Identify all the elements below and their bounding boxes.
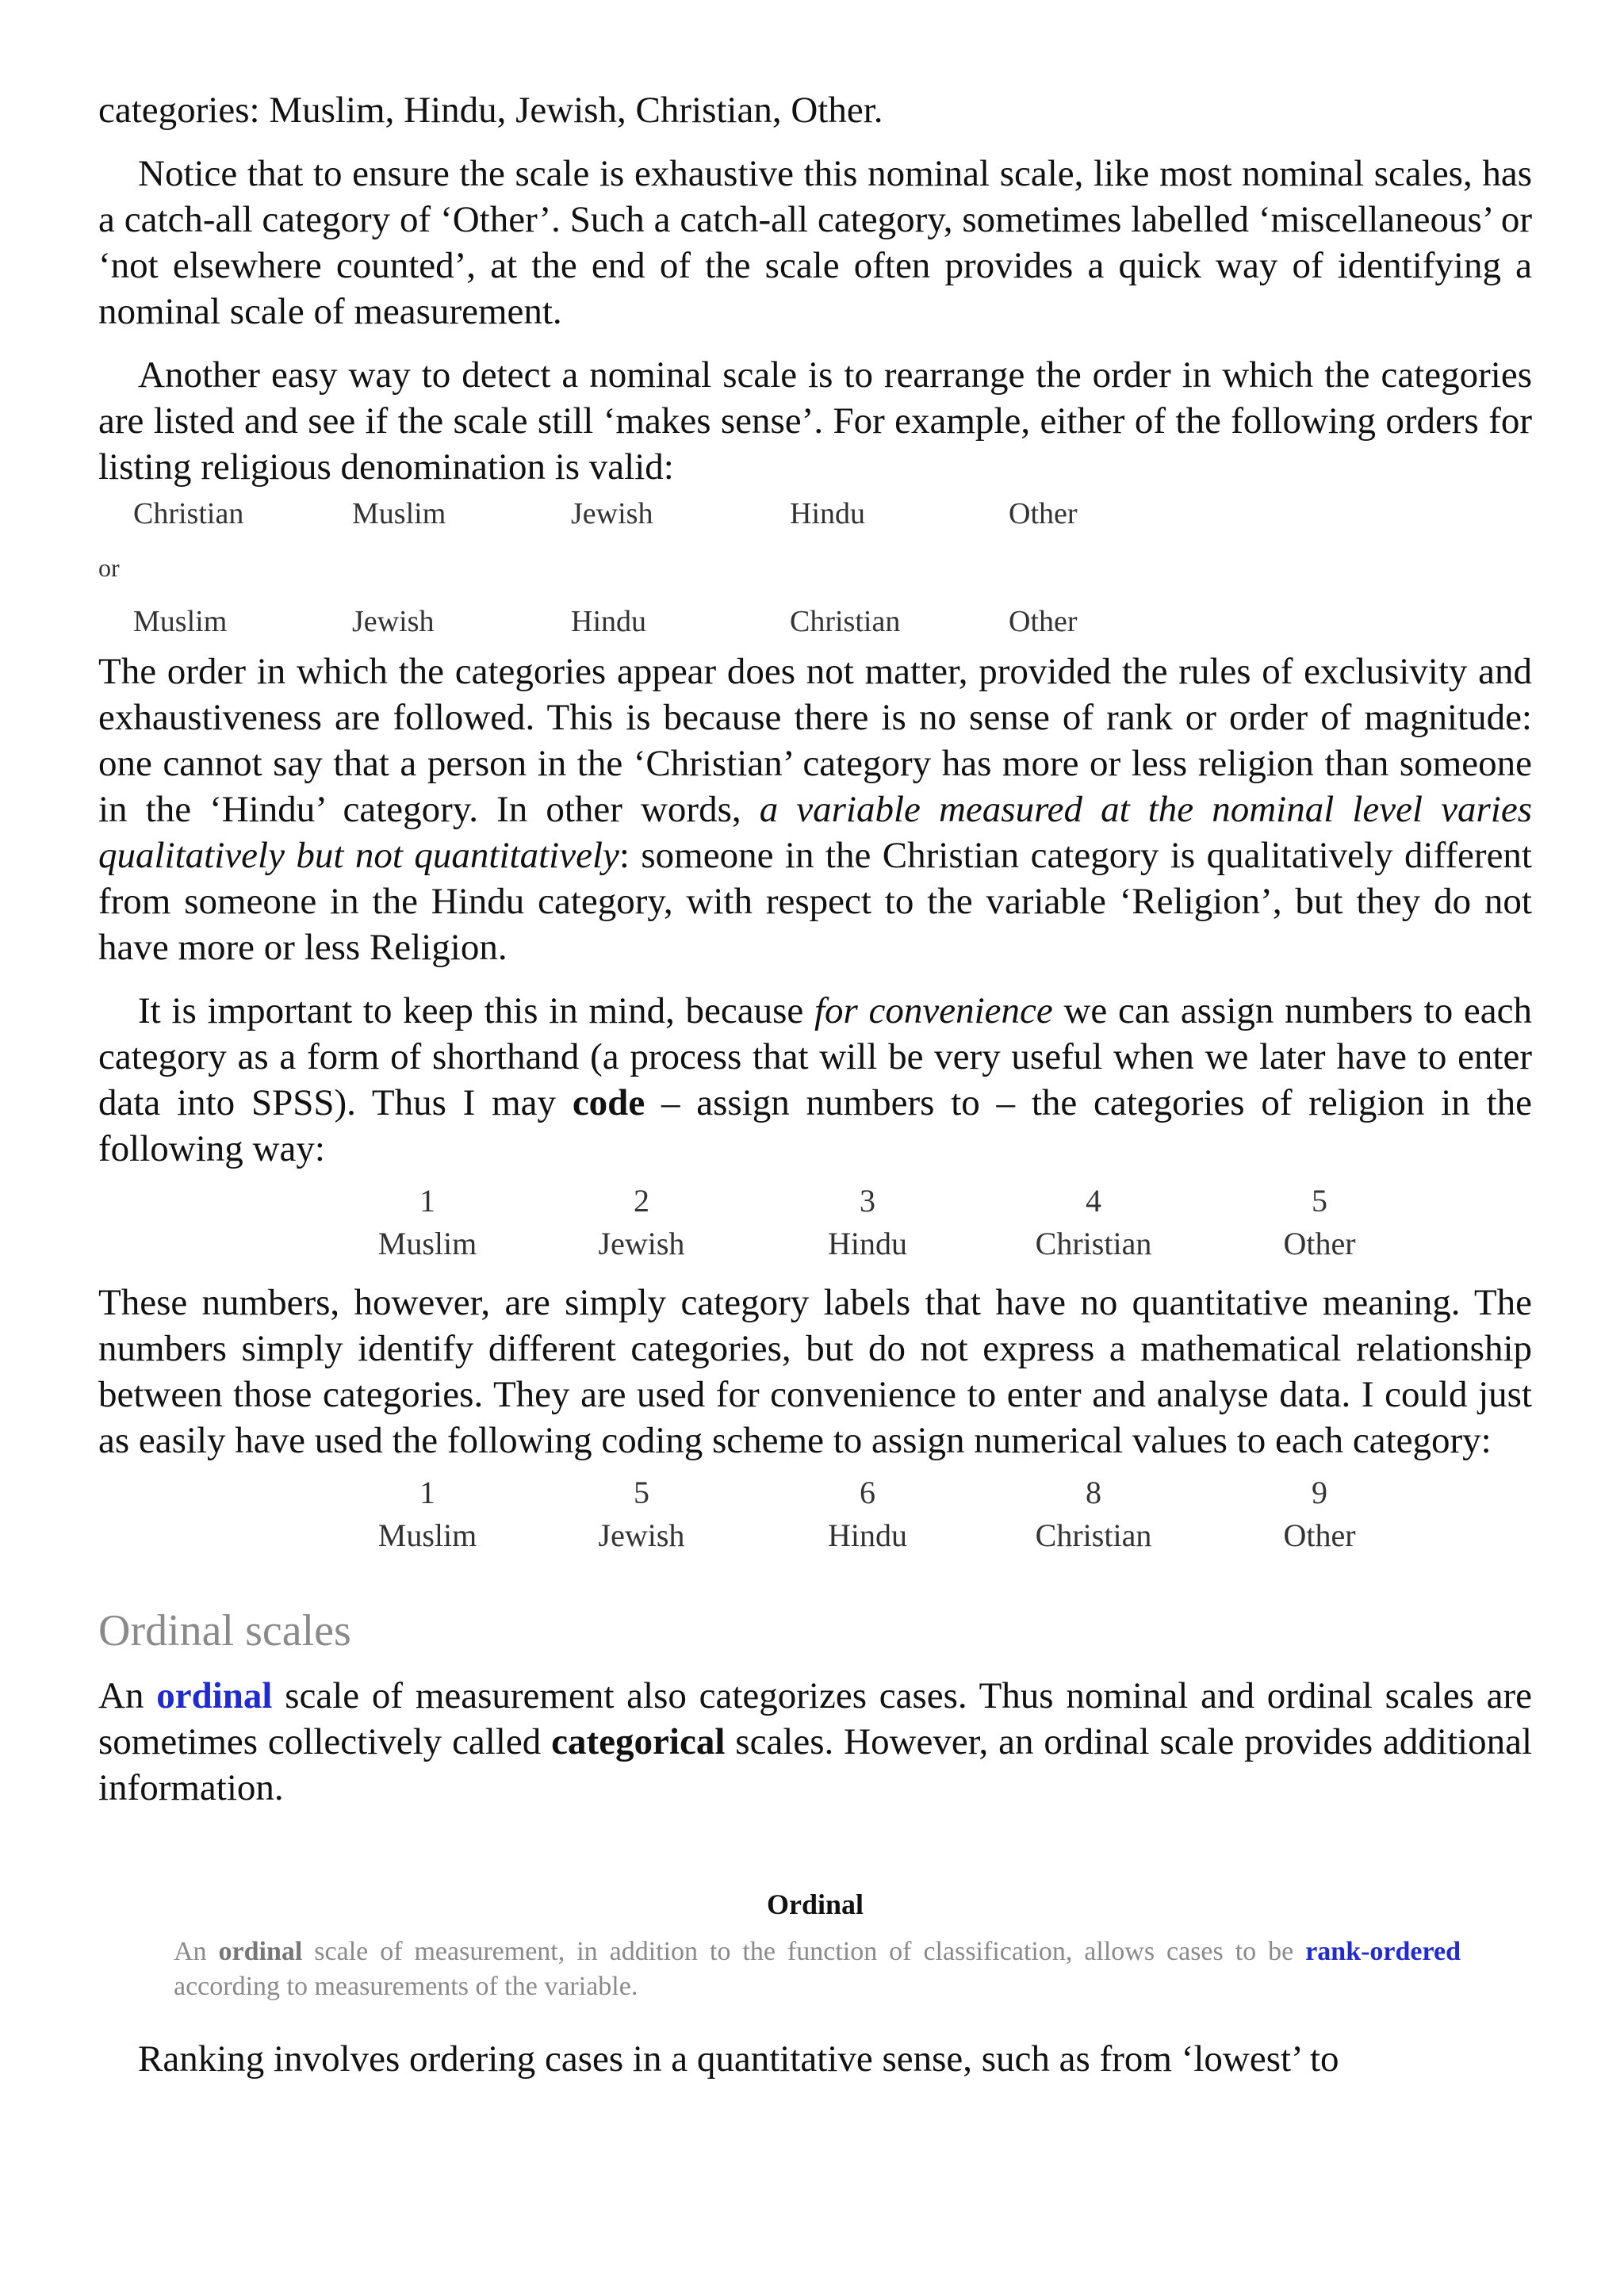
coding-scheme-2 <box>320 1471 1532 1557</box>
coding-scheme-1 <box>320 1180 1532 1265</box>
code-number: 3 <box>860 1183 875 1219</box>
definition-box <box>98 1887 1532 2004</box>
paragraph-numbers-are-labels: These numbers, however, are simply category labels that have no quantitative meaning. The numbers simply identify different categories, but do not express a mathematical relationship between those categories. They are used for convenience to enter and analyse data. I could just as easily have used the following coding scheme to assign numerical values to each category: <box>98 1282 1532 1461</box>
keyword-rank-ordered-link[interactable]: rank-ordered <box>1305 1937 1461 1966</box>
code-label-row <box>320 1514 1532 1557</box>
code-number-row <box>320 1471 1532 1514</box>
paragraph-order-does-not-matter <box>98 649 1532 970</box>
category-order-list-1 <box>98 496 1532 531</box>
definition-term: ordinal <box>218 1937 303 1966</box>
paragraph-coding-intro <box>98 988 1532 1172</box>
category-item: Other <box>1009 605 1078 638</box>
category-item: Christian <box>133 497 244 530</box>
code-label: Christian <box>1035 1517 1152 1553</box>
text-run: The order in which the categories appear does not matter, provided the rules of exclusivity and exhaustiveness are followed. This is because there is no sense of rank or order of magnitude: one cannot say that a person in the ‘Christian’ category has more or less religion than someone in the ‘Hindu’ category. In other words, <box>98 651 1532 830</box>
category-item: Hindu <box>571 605 646 638</box>
code-number: 8 <box>1086 1475 1101 1510</box>
code-number-row <box>320 1180 1532 1223</box>
emphasis-text: a variable measured at the nominal level varies qualitatively but not quantitatively <box>98 789 1532 876</box>
text-run: An <box>174 1937 219 1966</box>
text-run: – assign numbers to – the categories of religion in the following way: <box>98 1082 1533 1169</box>
category-item: Muslim <box>352 497 446 530</box>
category-item: Hindu <box>790 497 865 530</box>
paragraph-ordinal-intro <box>98 1673 1532 1811</box>
code-label: Other <box>1283 1517 1356 1553</box>
category-item: Muslim <box>133 605 228 638</box>
code-number: 5 <box>634 1475 649 1510</box>
code-number: 1 <box>419 1183 435 1219</box>
text-run: we can assign numbers to each category as a form of shorthand (a process that will be very useful when we later have to enter data into SPSS). Thus I may <box>98 990 1532 1123</box>
code-label: Other <box>1283 1226 1356 1261</box>
paragraph-catch-all: Notice that to ensure the scale is exhaustive this nominal scale, like most nominal scales, has a catch-all category of ‘Other’. Such a catch-all category, sometimes labelled ‘miscellaneous’ or ‘not elsewhere counted’, at the end of the scale often provides a quick way of identifying a nominal scale of measurement. <box>98 153 1532 332</box>
section-heading: Ordinal scales <box>98 1606 351 1655</box>
paragraph-rearrange: Another easy way to detect a nominal scale is to rearrange the order in which the categories are listed and see if the scale still ‘makes sense’. For example, either of the following orders for listing religious denomination is valid: <box>98 354 1532 488</box>
code-number: 1 <box>419 1475 435 1510</box>
category-order-list-2 <box>98 604 1532 639</box>
category-item: Christian <box>790 605 901 638</box>
keyword-categorical: categorical <box>551 1721 726 1762</box>
category-item: Jewish <box>571 497 653 530</box>
or-separator: or <box>98 553 120 582</box>
code-label: Hindu <box>828 1517 907 1553</box>
code-label: Jewish <box>598 1517 685 1553</box>
code-number: 9 <box>1312 1475 1327 1510</box>
text-run: : someone in the Christian category is qualitatively different from someone in the Hindu category, with respect to the variable ‘Religion’, but they do not have more or less Religion. <box>98 835 1532 968</box>
code-number: 2 <box>634 1183 649 1219</box>
category-item: Other <box>1009 497 1078 530</box>
definition-text <box>174 1934 1461 2004</box>
code-label-row <box>320 1223 1532 1265</box>
paragraph-ranking: Ranking involves ordering cases in a quantitative sense, such as from ‘lowest’ to <box>138 2038 1339 2080</box>
code-label: Christian <box>1035 1226 1152 1261</box>
code-label: Muslim <box>377 1517 477 1553</box>
text-run: according to measurements of the variable. <box>174 1972 638 2001</box>
document-page <box>98 87 1532 2099</box>
code-label: Hindu <box>828 1226 907 1261</box>
keyword-code: code <box>572 1082 645 1123</box>
text-run: An <box>98 1675 157 1716</box>
text-run: It is important to keep this in mind, because <box>138 990 814 1031</box>
keyword-ordinal-link[interactable]: ordinal <box>156 1675 273 1716</box>
text-run: scale of measurement, in addition to the function of classification, allows cases to be <box>302 1937 1306 1966</box>
text-run: scale of measurement also categorizes cases. Thus nominal and ordinal scales are sometimes collectively called <box>98 1675 1532 1762</box>
code-label: Muslim <box>377 1226 477 1261</box>
emphasis-text: for convenience <box>814 990 1053 1031</box>
definition-title: Ordinal <box>766 1888 864 1920</box>
intro-line: categories: Muslim, Hindu, Jewish, Christian, Other. <box>98 90 883 131</box>
code-label: Jewish <box>598 1226 685 1261</box>
code-number: 4 <box>1086 1183 1101 1219</box>
category-item: Jewish <box>352 605 435 638</box>
code-number: 6 <box>860 1475 875 1510</box>
code-number: 5 <box>1312 1183 1327 1219</box>
text-run: scales. However, an ordinal scale provides additional information. <box>98 1721 1533 1808</box>
